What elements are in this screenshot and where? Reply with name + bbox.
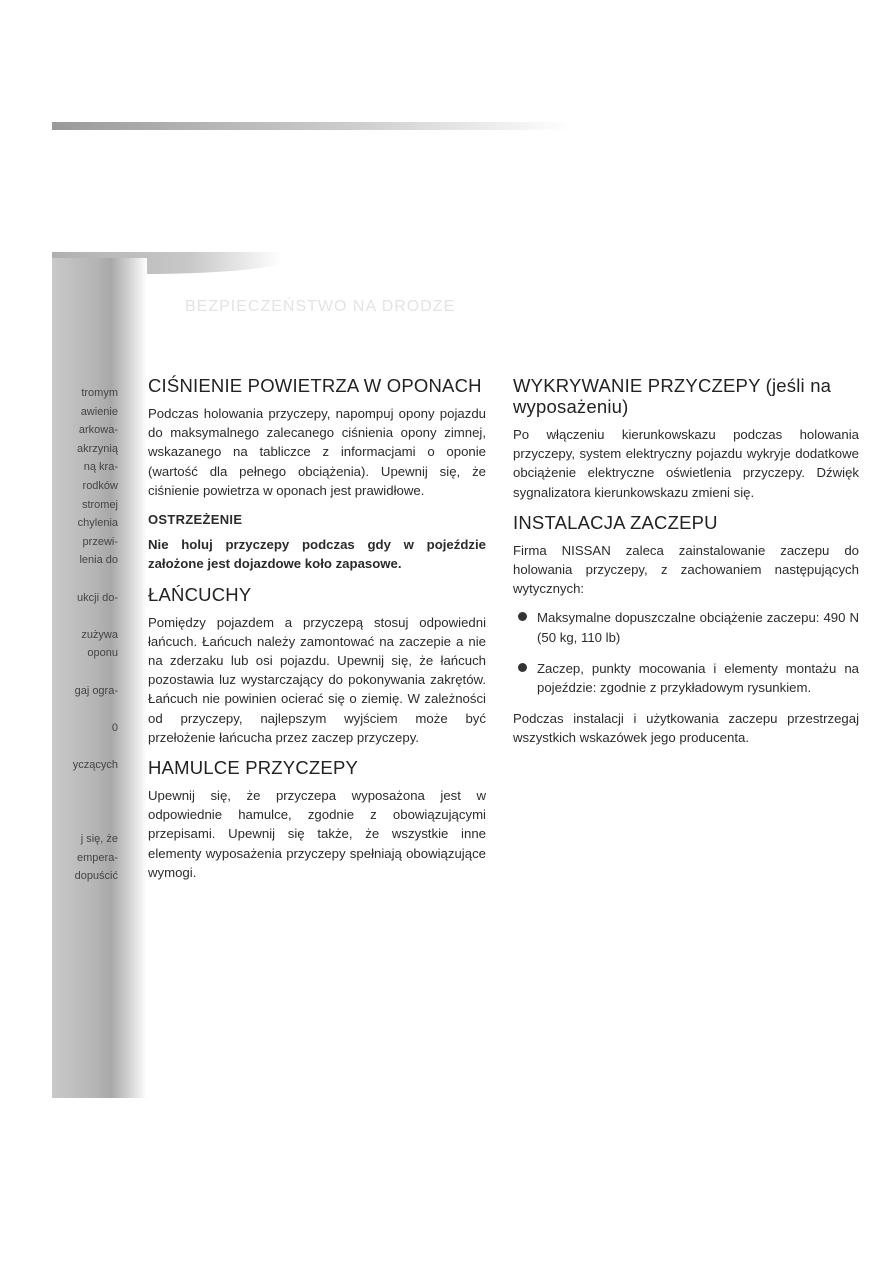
right-column	[513, 375, 859, 758]
brakes-body: Upewnij się, że przyczepa wyposażona jest w odpowiednie hamulce, zgodnie z obowiązującymi przepisami. Upewnij się także, że wszystkie inne elementy wyposażenia przyczepy spełniają obowiązujące wymogi.	[148, 788, 486, 880]
previous-page-line: ną kra-	[83, 461, 118, 474]
warning-body: Nie holuj przyczepy podczas gdy w pojeździe założone jest dojazdowe koło zapasowe.	[148, 537, 486, 572]
previous-page-line	[60, 663, 118, 682]
previous-page-line	[60, 700, 118, 719]
previous-page-line: chylenia	[77, 517, 118, 530]
previous-page-line	[60, 570, 118, 589]
left-column	[148, 375, 486, 892]
previous-page-line: oponu	[87, 647, 118, 660]
previous-page-line: zużywa	[81, 628, 118, 641]
warning-title: OSTRZEŻENIE	[148, 512, 243, 528]
hitch-installation-outro: Podczas instalacji i użytkowania zaczepu przestrzegaj wszystkich wskazówek jego producenta.	[513, 711, 859, 746]
list-item: Zaczep, punkty mocowania i elementy montażu na pojeździe: zgodnie z przykładowym rysunkiem.	[513, 659, 859, 697]
bullet-icon	[518, 663, 527, 672]
tire-pressure-title: CIŚNIENIE POWIETRZA W OPONACH	[148, 375, 482, 396]
list-item: Maksymalne dopuszczalne obciążenie zaczepu: 490 N (50 kg, 110 lb)	[513, 608, 859, 646]
previous-page-line	[60, 812, 118, 831]
hitch-installation-intro: Firma NISSAN zaleca zainstalowanie zaczepu do holowania przyczepy, z zachowaniem następujących wytycznych:	[513, 542, 859, 597]
bullet-icon	[518, 612, 527, 621]
previous-page-line: gaj ogra-	[74, 684, 118, 697]
previous-page-line: 0	[111, 721, 118, 734]
previous-page-line: j się, że	[80, 833, 118, 846]
trailer-detection-title: WYKRYWANIE PRZYCZEPY (jeśli na wyposażeniu)	[513, 375, 832, 417]
previous-page-line: arkowa-	[78, 424, 118, 437]
previous-page-line: ukcji do-	[77, 591, 118, 604]
chains-body: Pomiędzy pojazdem a przyczepą stosuj odpowiedni łańcuch. Łańcuch należy zamontować na zaczepie a nie na zderzaku lub osi pojazdu. Upewnij się, że łańcuch pozostawia luz wystarczający do pokonywania zakrętów. Łańcuch nie powinien ocierać się o ziemię. W zależności od przyczepy, najlepszym wyjściem może być przełożenie łańcucha przez zaczep przyczepy.	[148, 614, 486, 745]
previous-page-line: dopuścić	[74, 870, 118, 883]
previous-page-line	[60, 737, 118, 756]
top-rule	[52, 122, 572, 130]
previous-page-line: przewi-	[82, 535, 118, 548]
previous-page-line: awienie	[80, 405, 118, 418]
previous-page-line: lenia do	[79, 554, 118, 567]
chains-title: ŁAŃCUCHY	[148, 583, 252, 605]
previous-page-line: rodków	[82, 479, 118, 492]
previous-page-line: empera-	[77, 851, 118, 864]
trailer-detection-body: Po włączeniu kierunkowskazu podczas holowania przyczepy, system elektryczny pojazdu wykryje dodatkowe obciążenie elektryczne oświetlenia przyczepy. Dźwięk sygnalizatora kierunkowskazu zmieni się.	[513, 427, 859, 500]
previous-page-line	[60, 774, 118, 793]
brakes-title: HAMULCE PRZYCZEPY	[148, 757, 359, 779]
previous-page-line: akrzynią	[77, 442, 118, 455]
hitch-guidelines-list	[513, 608, 859, 697]
tire-pressure-body: Podczas holowania przyczepy, napompuj opony pojazdu do maksymalnego zalecanego ciśnienia opony zimnej, wskazanego na tabliczce z informacjami o oponie (wartość dla pełnego obciążenia). Upewnij się, że ciśnienie powietrza w oponach jest prawidłowe.	[148, 406, 486, 498]
hitch-installation-title: INSTALACJA ZACZEPU	[513, 511, 718, 533]
previous-page-line: yczących	[72, 758, 118, 771]
previous-page-line	[60, 607, 118, 626]
previous-page-line: tromym	[81, 387, 118, 399]
previous-page-line: stromej	[81, 498, 118, 511]
previous-page-fragments	[60, 384, 118, 886]
previous-page-line	[60, 793, 118, 812]
faded-header: BEZPIECZEŃSTWO NA DRODZE	[185, 298, 456, 315]
